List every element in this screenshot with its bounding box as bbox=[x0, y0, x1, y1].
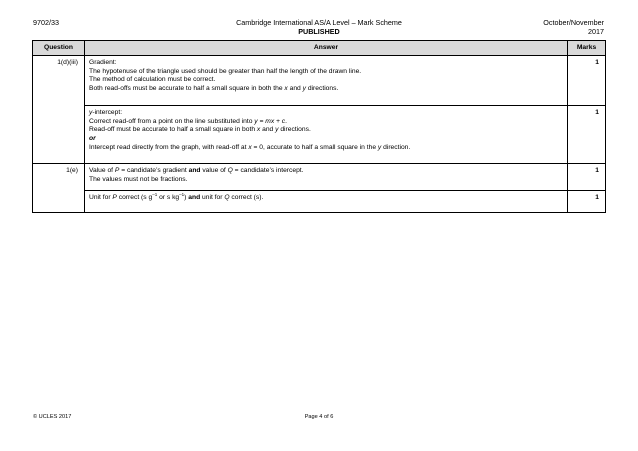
answer-line: The method of calculation must be correct. bbox=[89, 76, 216, 84]
mark-value: 1 bbox=[568, 106, 606, 164]
mark-value: 1 bbox=[568, 164, 606, 191]
question-number: 1(e) bbox=[33, 164, 85, 213]
answer-line: Intercept read directly from the graph, with read-off at x = 0, accurate to half a small square in the y direction. bbox=[89, 143, 411, 151]
marks-column-header: Marks bbox=[568, 41, 606, 56]
gradient-heading: Gradient: bbox=[89, 59, 117, 66]
table-row bbox=[33, 56, 606, 106]
paper-code: 9702/33 bbox=[33, 18, 59, 27]
answer-line: Unit for P correct (s $g^{-1}$ or s $kg^{-1}$) and unit for Q correct (s). bbox=[89, 192, 264, 201]
document-title: Cambridge International AS/A Level – Mark Scheme bbox=[236, 18, 402, 27]
table-row bbox=[33, 164, 606, 191]
exam-session: October/November bbox=[543, 18, 604, 27]
question-column-header: Question bbox=[33, 41, 85, 56]
table-header-row bbox=[33, 41, 606, 56]
question-number: 1(d)(iii) bbox=[33, 56, 85, 164]
mark-value: 1 bbox=[568, 191, 606, 213]
page-number: Page 4 of 6 bbox=[304, 414, 334, 420]
answer-column-header: Answer bbox=[85, 41, 568, 56]
answer-line: Read-off must be accurate to half a small square in both x and y directions. bbox=[89, 126, 311, 134]
exam-session-block bbox=[543, 18, 604, 36]
answer-cell-units bbox=[85, 191, 568, 213]
table-row bbox=[33, 106, 606, 164]
answer-line: Correct read-off from a point on the line substituted into y = mx + c. bbox=[89, 117, 288, 125]
answer-line: The values must not be fractions. bbox=[89, 175, 188, 183]
mark-value: 1 bbox=[568, 56, 606, 106]
answer-line: The hypotenuse of the triangle used should be greater than half the length of the drawn line. bbox=[89, 67, 362, 75]
copyright-notice: © UCLES 2017 bbox=[33, 414, 72, 420]
answer-cell-intercept bbox=[85, 106, 568, 164]
table-row bbox=[33, 191, 606, 213]
answer-line: Both read-offs must be accurate to half a small square in both the x and y directions. bbox=[89, 85, 339, 93]
answer-cell-gradient bbox=[85, 56, 568, 106]
answer-cell-values bbox=[85, 164, 568, 191]
intercept-heading: y-intercept: bbox=[89, 109, 123, 116]
published-label: PUBLISHED bbox=[298, 27, 340, 36]
or-keyword: or bbox=[89, 135, 96, 143]
mark-scheme-table bbox=[32, 40, 606, 213]
exam-year: 2017 bbox=[588, 27, 604, 36]
answer-line: Value of P = candidate’s gradient and value of Q = candidate’s intercept. bbox=[89, 167, 304, 174]
